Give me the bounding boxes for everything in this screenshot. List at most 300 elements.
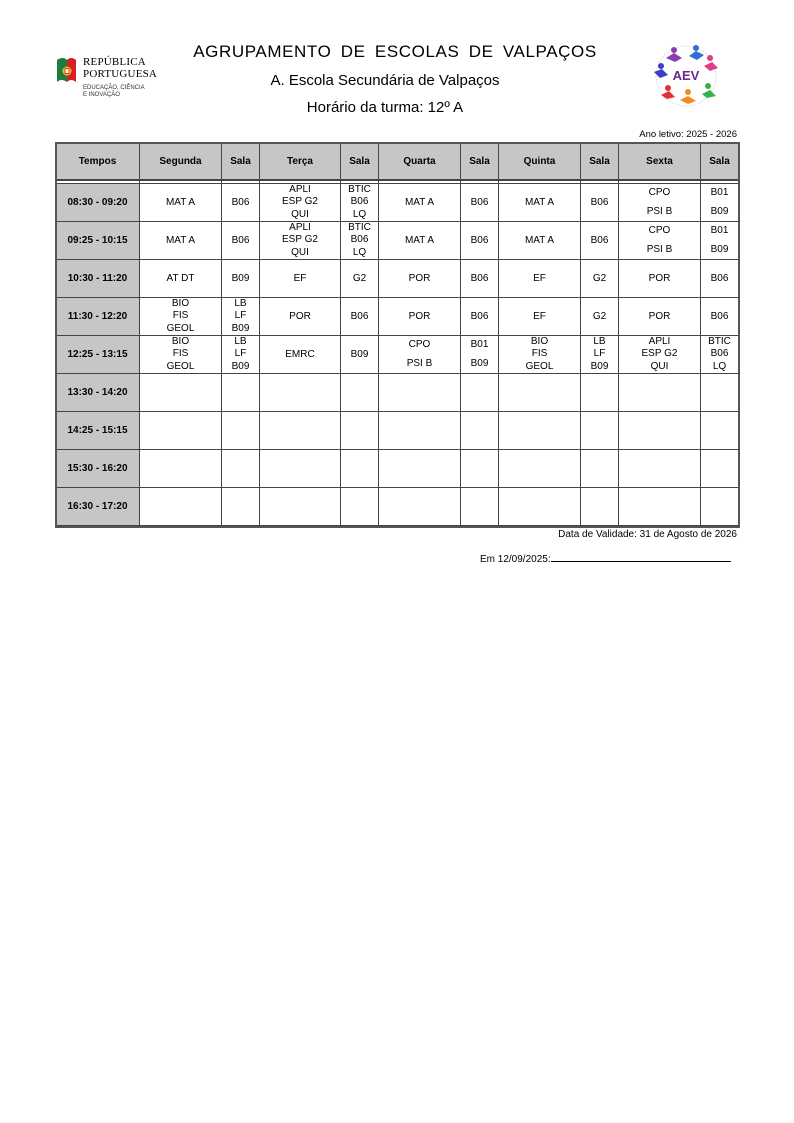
cell-line: BTIC [348, 184, 371, 196]
cell-content [222, 412, 259, 449]
room-cell [461, 260, 499, 298]
cell-line: B06 [470, 234, 489, 246]
subject-cell [140, 450, 222, 488]
cell-line: POR [648, 272, 671, 284]
cell-content [341, 336, 378, 373]
cell-content [379, 222, 460, 259]
cell-content [260, 412, 340, 449]
signature-underline [551, 552, 731, 562]
cell-content [461, 412, 498, 449]
cell-line: B09 [350, 348, 369, 360]
cell-line: B06 [470, 272, 489, 284]
subject-cell [379, 260, 461, 298]
cell-content [140, 374, 221, 411]
room-cell [461, 336, 499, 374]
time-slot: 08:30 - 09:20 [56, 184, 140, 222]
cell-content [260, 298, 340, 335]
cell-line: B01 [470, 339, 489, 351]
cell-line: POR [648, 310, 671, 322]
cell-content [222, 336, 259, 373]
cell-content [140, 184, 221, 221]
cell-content [379, 450, 460, 487]
cell-line: LF [234, 310, 247, 322]
cell-content [461, 336, 498, 373]
timetable-header-row [56, 143, 739, 181]
cell-line: B06 [350, 310, 369, 322]
subject-cell [260, 184, 341, 222]
room-cell [581, 412, 619, 450]
cell-content [499, 412, 580, 449]
cell-content [581, 298, 618, 335]
cell-line: APLI [289, 222, 311, 234]
cell-content [619, 336, 700, 373]
header-sexta: Sexta [619, 143, 701, 181]
cell-line: B09 [470, 357, 489, 369]
room-cell [461, 488, 499, 526]
timetable [55, 142, 739, 526]
cell-content [260, 374, 340, 411]
org-line-1: REPÚBLICA [83, 56, 146, 68]
cell-line: AT DT [166, 272, 195, 284]
cell-content [701, 298, 738, 335]
cell-line: LQ [352, 208, 367, 220]
cell-line: MAT A [165, 234, 196, 246]
cell-line: FIS [172, 310, 189, 322]
cell-line: B06 [710, 348, 729, 360]
room-cell [222, 260, 260, 298]
cell-content [222, 260, 259, 297]
cell-line: POR [408, 310, 431, 322]
subject-cell [619, 260, 701, 298]
aev-logo-text: AEV [672, 68, 700, 83]
cell-line: BTIC [348, 222, 371, 234]
room-cell [701, 450, 739, 488]
cell-line: MAT A [404, 196, 435, 208]
cell-line: APLI [289, 184, 311, 196]
room-cell [341, 450, 379, 488]
cell-content [140, 336, 221, 373]
subject-cell [260, 488, 341, 526]
subject-cell [499, 488, 581, 526]
table-row [56, 298, 739, 336]
subject-cell [260, 298, 341, 336]
cell-line: B06 [231, 234, 250, 246]
cell-content [499, 374, 580, 411]
cell-line: G2 [592, 310, 607, 322]
subject-cell [260, 412, 341, 450]
cell-line: POR [289, 310, 311, 322]
cell-line: B06 [231, 196, 250, 208]
date-label: Em 12/09/2025: [480, 554, 551, 565]
cell-line: ESP G2 [641, 348, 678, 360]
document-title: AGRUPAMENTO DE ESCOLAS DE VALPAÇOS [193, 42, 597, 61]
class-label: Horário da turma: 12º A [306, 99, 464, 116]
time-slot: 14:25 - 15:15 [56, 412, 140, 450]
cell-line: B06 [350, 234, 369, 246]
cell-content [619, 488, 700, 525]
cell-line: APLI [648, 336, 671, 348]
room-cell [581, 298, 619, 336]
school-name: A. Escola Secundária de Valpaços [270, 72, 500, 89]
cell-content [581, 374, 618, 411]
portuguese-flag-icon [55, 56, 77, 84]
cell-line: CPO [408, 339, 431, 351]
table-row [56, 450, 739, 488]
room-cell [581, 374, 619, 412]
cell-content [341, 222, 378, 259]
room-cell [341, 222, 379, 260]
cell-content [619, 374, 700, 411]
room-cell [461, 412, 499, 450]
subject-cell [499, 336, 581, 374]
subject-cell [619, 374, 701, 412]
cell-line: GEOL [166, 322, 195, 334]
room-cell [222, 336, 260, 374]
cell-content [379, 488, 460, 525]
table-row [56, 222, 739, 260]
table-row [56, 488, 739, 526]
subject-cell [379, 298, 461, 336]
cell-content [499, 450, 580, 487]
cell-line: LF [593, 348, 606, 360]
time-slot: 09:25 - 10:15 [56, 222, 140, 260]
header-quinta: Quinta [499, 143, 581, 181]
room-cell [701, 488, 739, 526]
cell-content [619, 412, 700, 449]
cell-content [581, 450, 618, 487]
cell-content [499, 260, 580, 297]
cell-line: QUI [650, 360, 669, 372]
cell-line: B06 [350, 196, 369, 208]
cell-line: MAT A [165, 196, 196, 208]
cell-line: LF [234, 348, 247, 360]
subject-cell [499, 374, 581, 412]
time-slot: 11:30 - 12:20 [56, 298, 140, 336]
cell-content [140, 450, 221, 487]
cell-line: EF [533, 272, 546, 284]
time-slot: 12:25 - 13:15 [56, 336, 140, 374]
cell-content [140, 222, 221, 259]
header-sala: Sala [581, 143, 619, 181]
cell-content [499, 488, 580, 525]
cell-line: BIO [171, 298, 190, 310]
subject-cell [140, 412, 222, 450]
cell-content [701, 412, 738, 449]
table-row [56, 412, 739, 450]
cell-content [260, 184, 340, 221]
cell-line: B06 [590, 196, 609, 208]
cell-line: QUI [291, 208, 309, 220]
cell-content [499, 336, 580, 373]
table-row [56, 260, 739, 298]
cell-line: ESP G2 [282, 234, 318, 246]
cell-content [619, 222, 700, 259]
room-cell [222, 222, 260, 260]
table-row [56, 374, 739, 412]
cell-line: QUI [291, 246, 309, 258]
cell-content [701, 184, 738, 221]
room-cell [701, 260, 739, 298]
cell-content [581, 184, 618, 221]
time-slot: 16:30 - 17:20 [56, 488, 140, 526]
subject-cell [379, 184, 461, 222]
cell-content [222, 374, 259, 411]
room-cell [701, 184, 739, 222]
cell-content [701, 260, 738, 297]
time-slot: 10:30 - 11:20 [56, 260, 140, 298]
subject-cell [379, 222, 461, 260]
org-line-2: PORTUGUESA [83, 68, 158, 80]
room-cell [581, 222, 619, 260]
cell-content [701, 374, 738, 411]
cell-content [581, 412, 618, 449]
cell-content [341, 184, 378, 221]
cell-line: PSI B [646, 205, 673, 217]
room-cell [581, 450, 619, 488]
room-cell [461, 222, 499, 260]
header-tempos: Tempos [56, 143, 140, 181]
subject-cell [260, 260, 341, 298]
cell-line: LB [234, 336, 247, 348]
room-cell [581, 184, 619, 222]
cell-line: BIO [530, 336, 549, 348]
room-cell [341, 374, 379, 412]
cell-line: LQ [712, 360, 727, 372]
aev-logo [644, 40, 728, 112]
subject-cell [140, 222, 222, 260]
room-cell [701, 412, 739, 450]
cell-line: B09 [590, 360, 609, 372]
cell-line: G2 [592, 272, 607, 284]
cell-line: EF [533, 310, 546, 322]
header-quarta: Quarta [379, 143, 461, 181]
cell-content [461, 298, 498, 335]
subject-cell [499, 260, 581, 298]
cell-content [461, 184, 498, 221]
room-cell [341, 184, 379, 222]
header-sala: Sala [701, 143, 739, 181]
cell-content [222, 488, 259, 525]
room-cell [581, 488, 619, 526]
cell-line: B06 [470, 196, 489, 208]
cell-line: B01 [710, 225, 729, 237]
cell-content [701, 488, 738, 525]
subject-cell [260, 222, 341, 260]
cell-content [461, 374, 498, 411]
room-cell [222, 488, 260, 526]
cell-content [701, 450, 738, 487]
cell-content [379, 336, 460, 373]
cell-line: MAT A [524, 234, 555, 246]
cell-content [341, 298, 378, 335]
subject-cell [619, 412, 701, 450]
cell-line: MAT A [404, 234, 435, 246]
subject-cell [140, 184, 222, 222]
room-cell [222, 412, 260, 450]
cell-content [260, 222, 340, 259]
cell-content [260, 488, 340, 525]
room-cell [222, 374, 260, 412]
header-sala: Sala [341, 143, 379, 181]
cell-content [260, 260, 340, 297]
school-year: Ano letivo: 2025 - 2026 [639, 129, 737, 140]
subject-cell [260, 336, 341, 374]
cell-line: G2 [352, 272, 367, 284]
cell-line: B06 [470, 310, 489, 322]
subject-cell [619, 450, 701, 488]
cell-line: BTIC [708, 336, 731, 348]
republica-portuguesa-logo [55, 54, 175, 104]
room-cell [341, 298, 379, 336]
header-sala: Sala [222, 143, 260, 181]
subject-cell [499, 450, 581, 488]
cell-line: B06 [710, 272, 729, 284]
cell-content [701, 222, 738, 259]
time-slot: 13:30 - 14:20 [56, 374, 140, 412]
cell-line: LB [234, 298, 247, 310]
ministry-line-1: EDUCAÇÃO, CIÊNCIA [83, 85, 145, 91]
cell-line: B09 [710, 243, 729, 255]
cell-content [499, 298, 580, 335]
cell-line: B06 [590, 234, 609, 246]
cell-content [379, 298, 460, 335]
subject-cell [140, 260, 222, 298]
subject-cell [379, 374, 461, 412]
cell-line: B06 [710, 310, 729, 322]
room-cell [341, 488, 379, 526]
subject-cell [499, 184, 581, 222]
room-cell [581, 336, 619, 374]
cell-content [260, 450, 340, 487]
cell-content [499, 222, 580, 259]
cell-content [341, 412, 378, 449]
cell-content [581, 260, 618, 297]
cell-line: CPO [648, 187, 671, 199]
cell-line: GEOL [525, 360, 554, 372]
cell-content [379, 260, 460, 297]
cell-content [581, 488, 618, 525]
subject-cell [619, 298, 701, 336]
cell-content [341, 260, 378, 297]
validity-date: Data de Validade: 31 de Agosto de 2026 [558, 529, 737, 540]
cell-content [140, 298, 221, 335]
room-cell [461, 184, 499, 222]
cell-line: BIO [171, 336, 190, 348]
cell-content [619, 260, 700, 297]
subject-cell [619, 184, 701, 222]
ministry-line-2: E INOVAÇÃO [83, 91, 120, 98]
room-cell [461, 450, 499, 488]
cell-line: CPO [648, 225, 671, 237]
cell-line: FIS [531, 348, 548, 360]
cell-line: B01 [710, 187, 729, 199]
subject-cell [619, 222, 701, 260]
cell-line: LB [593, 336, 606, 348]
room-cell [701, 298, 739, 336]
cell-line: B09 [231, 322, 250, 334]
table-row [56, 336, 739, 374]
cell-line: B09 [710, 205, 729, 217]
room-cell [341, 412, 379, 450]
room-cell [581, 260, 619, 298]
subject-cell [499, 412, 581, 450]
room-cell [461, 374, 499, 412]
cell-content [222, 450, 259, 487]
subject-cell [140, 374, 222, 412]
header-terca: Terça [260, 143, 341, 181]
cell-content [222, 298, 259, 335]
cell-content [341, 374, 378, 411]
subject-cell [140, 488, 222, 526]
room-cell [701, 374, 739, 412]
cell-line: B09 [231, 272, 250, 284]
cell-line: ESP G2 [282, 196, 318, 208]
room-cell [222, 450, 260, 488]
subject-cell [619, 488, 701, 526]
cell-content [140, 488, 221, 525]
cell-content [581, 222, 618, 259]
cell-line: PSI B [646, 243, 673, 255]
subject-cell [499, 298, 581, 336]
cell-content [341, 488, 378, 525]
subject-cell [379, 412, 461, 450]
cell-content [140, 260, 221, 297]
cell-content [581, 336, 618, 373]
cell-content [461, 450, 498, 487]
room-cell [701, 222, 739, 260]
table-row [56, 184, 739, 222]
cell-content [260, 336, 340, 373]
cell-content [341, 450, 378, 487]
room-cell [222, 184, 260, 222]
cell-content [461, 488, 498, 525]
cell-line: POR [408, 272, 431, 284]
cell-line: GEOL [166, 360, 195, 372]
cell-line: FIS [172, 348, 189, 360]
subject-cell [260, 450, 341, 488]
subject-cell [619, 336, 701, 374]
cell-content [379, 412, 460, 449]
cell-content [619, 450, 700, 487]
subject-cell [379, 450, 461, 488]
cell-content [379, 184, 460, 221]
room-cell [222, 298, 260, 336]
subject-cell [379, 488, 461, 526]
cell-line: EMRC [285, 348, 315, 360]
cell-content [619, 298, 700, 335]
time-slot: 15:30 - 16:20 [56, 450, 140, 488]
cell-content [461, 260, 498, 297]
room-cell [341, 336, 379, 374]
cell-line: EF [293, 272, 307, 284]
cell-line: B09 [231, 360, 250, 372]
header-segunda: Segunda [140, 143, 222, 181]
subject-cell [140, 298, 222, 336]
cell-content [222, 222, 259, 259]
cell-content [499, 184, 580, 221]
room-cell [461, 298, 499, 336]
cell-line: PSI B [406, 357, 433, 369]
cell-content [140, 412, 221, 449]
subject-cell [260, 374, 341, 412]
subject-cell [499, 222, 581, 260]
room-cell [701, 336, 739, 374]
subject-cell [140, 336, 222, 374]
header-sala: Sala [461, 143, 499, 181]
cell-content [222, 184, 259, 221]
cell-line: LQ [352, 246, 367, 258]
cell-line: MAT A [524, 196, 555, 208]
